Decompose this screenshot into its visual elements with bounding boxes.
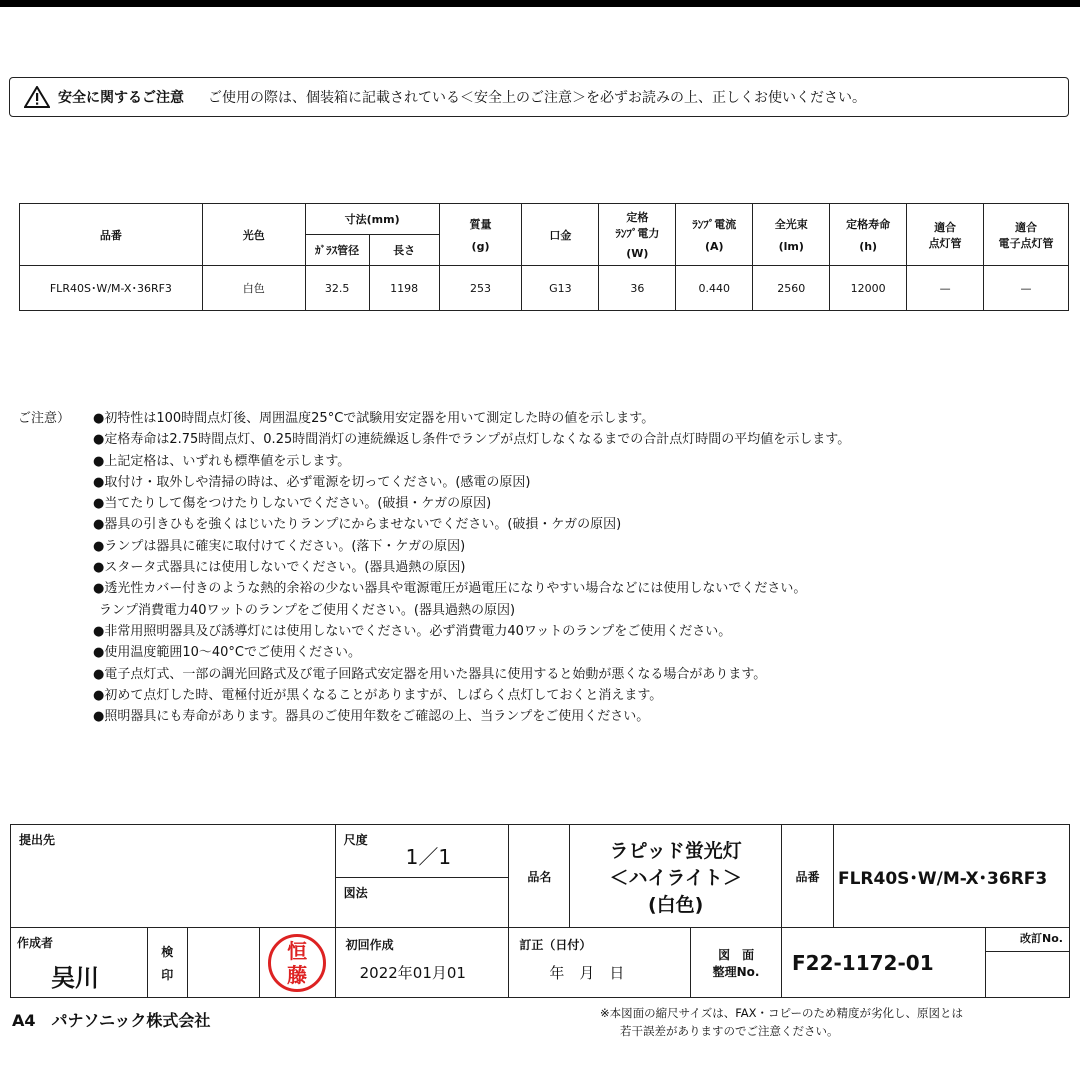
header-length: 長さ — [369, 235, 439, 266]
notes-list — [93, 408, 1063, 727]
approval-seal-cell — [259, 928, 335, 998]
header-part-no: 品番 — [20, 204, 203, 266]
cell-electronic: — — [984, 266, 1069, 311]
cell-flux: 2560 — [753, 266, 830, 311]
list-item: ●非常用照明器具及び誘導灯には使用しないでください。必ず消費電力40ワットのランプをご使用ください。 — [93, 623, 732, 639]
first-created-cell: 初回作成 2022年01月01 — [335, 928, 509, 998]
header-lamp-current: ﾗﾝﾌﾟ電流 (A) — [676, 204, 753, 266]
header-base: 口金 — [522, 204, 599, 266]
notes-label: ご注意） — [18, 411, 71, 426]
cell-lamp-current: 0.440 — [676, 266, 753, 311]
list-item: ●器具の引きひもを強くはじいたりランプにからませないでください。(破損・ケガの原因) — [93, 517, 622, 533]
cell-life: 12000 — [830, 266, 907, 311]
part-no-value: FLR40S･W/M-X･36RF3 — [833, 825, 1069, 928]
revision-no-cell: 改訂No. — [985, 928, 1069, 998]
list-item: ●使用温度範囲10～40°Cでご使用ください。 — [93, 645, 362, 661]
cell-length: 1198 — [369, 266, 439, 311]
cell-base: G13 — [522, 266, 599, 311]
top-border — [0, 0, 1080, 7]
cell-ballast: — — [907, 266, 984, 311]
header-life: 定格寿命 (h) — [830, 204, 907, 266]
table-row — [20, 266, 1069, 311]
part-no-label: 品番 — [782, 825, 834, 928]
list-item: ●初特性は100時間点灯後、周囲温度25°Cで試験用安定器を用いて測定した時の値を示します。 — [93, 411, 655, 426]
list-item: ●当てたりして傷をつけたりしないでください。(破損・ケガの原因) — [93, 496, 492, 512]
list-item: ●透光性カバー付きのような熱的余裕の少ない器具や電源電圧が過電圧になりやすい場合などには使用しないでください。 — [93, 581, 807, 597]
drawing-no-value: F22-1172-01 — [782, 928, 986, 998]
method-cell: 図法 — [335, 878, 509, 928]
header-electronic: 適合 電子点灯管 — [984, 204, 1069, 266]
creator-cell: 作成者 吴川 — [11, 928, 148, 998]
list-item: ランプ消費電力40ワットのランプをご使用ください。(器具過熱の原因) — [99, 602, 516, 618]
safety-notice-title: 安全に関するご注意 — [58, 90, 184, 106]
cell-part-no: FLR40S･W/M-X･36RF3 — [20, 266, 203, 311]
check-blank-cell — [187, 928, 259, 998]
list-item: ●上記定格は、いずれも標準値を示します。 — [93, 453, 351, 469]
cell-rated-power: 36 — [599, 266, 676, 311]
header-rated-power: 定格 ﾗﾝﾌﾟ電力 (W) — [599, 204, 676, 266]
header-dimensions: 寸法(mm) — [305, 204, 439, 235]
header-glass-dia: ｶﾞﾗｽ管径 — [305, 235, 369, 266]
header-flux: 全光束 (lm) — [753, 204, 830, 266]
title-block — [10, 824, 1070, 998]
submit-to-cell: 提出先 — [11, 825, 336, 928]
header-mass: 質量 (g) — [439, 204, 522, 266]
approval-seal: 恒 藤 — [268, 934, 326, 992]
safety-notice-box — [9, 77, 1069, 117]
list-item: ●照明器具にも寿命があります。器具のご使用年数をご確認の上、当ランプをご使用ください。 — [93, 709, 650, 725]
footer-disclaimer: ※本図面の縮尺サイズは、FAX・コピーのため精度が劣化し、原図とは 若干誤差がありますのでご注意ください。 — [600, 1006, 964, 1038]
drawing-no-label: 図 面 整理No. — [691, 928, 782, 998]
list-item: ●定格寿命は2.75時間点灯、0.25時間消灯の連続繰返し条件でランプが点灯しなくなるまでの合計点灯時間の平均値を示します。 — [93, 432, 851, 448]
list-item: ●電子点灯式、一部の調光回路式及び電子回路式安定器を用いた器具に使用すると始動が悪くなる場合があります。 — [93, 666, 767, 682]
warning-triangle-icon — [24, 86, 50, 108]
list-item: ●取付け・取外しや清掃の時は、必ず電源を切ってください。(感電の原因) — [93, 474, 531, 490]
cell-mass: 253 — [439, 266, 522, 311]
list-item: ●ランプは器具に確実に取付けてください。(落下・ケガの原因) — [93, 538, 466, 554]
spec-table — [19, 203, 1069, 311]
footer-company: A4 パナソニック株式会社 — [12, 1011, 211, 1030]
scale-cell: 尺度 1／1 — [335, 825, 509, 878]
header-ballast: 適合 点灯管 — [907, 204, 984, 266]
list-item: ●スタータ式器具には使用しないでください。(器具過熱の原因) — [93, 560, 466, 576]
cell-color: 白色 — [202, 266, 305, 311]
list-item: ●初めて点灯した時、電極付近が黒くなることがありますが、しばらく点灯しておくと消えます。 — [93, 687, 663, 703]
safety-notice-text: ご使用の際は、個装箱に記載されている＜安全上のご注意＞を必ずお読みの上、正しくお使いください。 — [208, 90, 866, 106]
revision-date-cell: 訂正（日付） 年 月 日 — [509, 928, 691, 998]
header-color: 光色 — [202, 204, 305, 266]
product-name-label: 品名 — [509, 825, 570, 928]
check-label-cell: 検 印 — [147, 928, 187, 998]
product-name-cell: ラピッド蛍光灯 ＜ハイライト＞ (白色) — [570, 825, 782, 928]
cell-glass-dia: 32.5 — [305, 266, 369, 311]
